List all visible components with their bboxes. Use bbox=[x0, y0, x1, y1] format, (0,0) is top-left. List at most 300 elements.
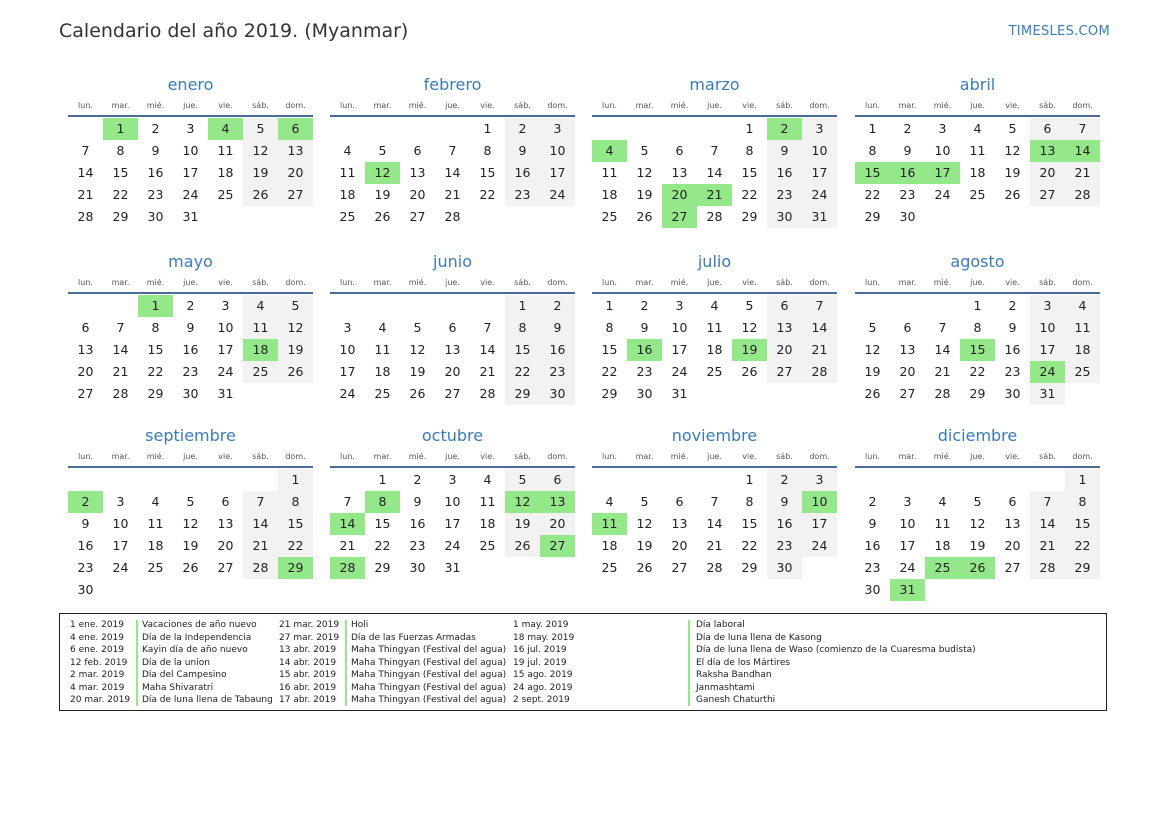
day-cell: 19 bbox=[243, 162, 278, 184]
days-grid bbox=[855, 295, 1100, 405]
holiday-date: 21 mar. 2019 bbox=[279, 620, 340, 630]
day-cell: 13 bbox=[217, 516, 234, 531]
day-cell: 18 bbox=[479, 516, 496, 531]
empty-cell bbox=[470, 295, 505, 317]
day-cell: 6 bbox=[903, 320, 912, 335]
empty-cell bbox=[855, 469, 890, 491]
day-cell: 23 bbox=[1004, 364, 1021, 379]
month-mayo bbox=[68, 251, 313, 405]
day-cell: 28 bbox=[243, 557, 278, 579]
holiday-name: Día de luna llena de Kasong bbox=[696, 632, 822, 643]
holiday-name: El día de los Mártires bbox=[696, 657, 791, 668]
weekday-label: sáb. bbox=[776, 452, 793, 461]
day-cell: 5 bbox=[640, 494, 649, 509]
month-name: julio bbox=[697, 252, 732, 271]
day-cell: 4 bbox=[973, 121, 982, 136]
weekday-label: mié. bbox=[670, 101, 689, 110]
day-cell: 20 bbox=[444, 364, 461, 379]
day-cell: 27 bbox=[1030, 184, 1065, 206]
day-cell: 17 bbox=[802, 513, 837, 535]
day-cell: 19 bbox=[505, 513, 540, 535]
weekday-label: sáb. bbox=[252, 278, 269, 287]
holiday-date: 4 mar. 2019 bbox=[70, 682, 125, 693]
weekday-label: mié. bbox=[408, 452, 427, 461]
day-cell: 29 bbox=[864, 209, 881, 224]
day-cell: 7 bbox=[116, 320, 125, 335]
holiday-name: Maha Thingyan (Festival del agua) bbox=[351, 657, 507, 668]
weekday-header bbox=[68, 276, 313, 290]
days-grid bbox=[68, 118, 313, 228]
holiday-day: 13 bbox=[540, 491, 575, 513]
day-cell: 12 bbox=[409, 342, 426, 357]
holiday-date: 12 feb. 2019 bbox=[70, 657, 128, 668]
holiday-name: Janmashtami bbox=[696, 682, 755, 693]
day-cell: 27 bbox=[278, 184, 313, 206]
day-cell: 15 bbox=[741, 165, 758, 180]
holiday-day: 16 bbox=[890, 162, 925, 184]
day-cell: 16 bbox=[864, 538, 881, 553]
day-cell: 4 bbox=[1065, 295, 1100, 317]
day-cell: 27 bbox=[409, 209, 426, 224]
day-cell: 11 bbox=[969, 143, 986, 158]
day-cell: 31 bbox=[444, 560, 461, 575]
day-cell: 14 bbox=[112, 342, 129, 357]
holiday-name-column bbox=[142, 619, 273, 707]
holiday-date: 14 abr. 2019 bbox=[279, 657, 337, 668]
day-cell: 2 bbox=[413, 472, 422, 487]
day-cell: 7 bbox=[483, 320, 492, 335]
day-cell: 16 bbox=[1004, 342, 1021, 357]
day-cell: 23 bbox=[864, 560, 881, 575]
day-cell: 20 bbox=[540, 513, 575, 535]
day-cell: 14 bbox=[77, 165, 94, 180]
day-cell: 6 bbox=[81, 320, 90, 335]
day-cell: 19 bbox=[409, 364, 426, 379]
day-cell: 27 bbox=[217, 560, 234, 575]
holiday-date: 20 mar. 2019 bbox=[70, 695, 131, 705]
day-cell: 10 bbox=[671, 320, 688, 335]
day-cell: 28 bbox=[112, 386, 129, 401]
day-cell: 8 bbox=[278, 491, 313, 513]
day-cell: 18 bbox=[339, 187, 356, 202]
days-grid bbox=[592, 469, 837, 579]
weekday-label: mar. bbox=[373, 278, 392, 287]
day-cell: 8 bbox=[605, 320, 614, 335]
day-cell: 1 bbox=[605, 298, 614, 313]
day-cell: 18 bbox=[969, 165, 986, 180]
day-cell: 23 bbox=[767, 184, 802, 206]
day-cell: 13 bbox=[77, 342, 94, 357]
weekday-header bbox=[330, 99, 575, 113]
day-cell: 3 bbox=[448, 472, 457, 487]
day-cell: 25 bbox=[969, 187, 986, 202]
day-cell: 20 bbox=[278, 162, 313, 184]
holiday-name: Día de luna llena de Waso (comienzo de la Cuaresma budista) bbox=[696, 645, 976, 655]
day-cell: 5 bbox=[505, 469, 540, 491]
day-cell: 3 bbox=[1030, 295, 1065, 317]
day-cell: 5 bbox=[186, 494, 195, 509]
day-cell: 5 bbox=[243, 118, 278, 140]
day-cell: 8 bbox=[151, 320, 160, 335]
holiday-date: 19 jul. 2019 bbox=[513, 657, 567, 668]
day-cell: 22 bbox=[969, 364, 986, 379]
weekday-label: mar. bbox=[635, 452, 654, 461]
day-cell: 26 bbox=[1004, 187, 1021, 202]
day-cell: 11 bbox=[217, 143, 234, 158]
day-cell: 11 bbox=[243, 317, 278, 339]
day-cell: 15 bbox=[505, 339, 540, 361]
days-grid bbox=[330, 469, 575, 579]
day-cell: 22 bbox=[278, 535, 313, 557]
header-divider bbox=[592, 292, 837, 294]
holiday-color-bar bbox=[345, 620, 347, 706]
day-cell: 29 bbox=[147, 386, 164, 401]
holiday-date: 2 sept. 2019 bbox=[513, 695, 570, 705]
weekday-label: mié. bbox=[408, 278, 427, 287]
month-octubre bbox=[330, 425, 575, 579]
day-cell: 3 bbox=[938, 121, 947, 136]
day-cell: 7 bbox=[448, 143, 457, 158]
day-cell: 18 bbox=[147, 538, 164, 553]
weekday-label: dom. bbox=[285, 101, 306, 110]
holiday-day: 16 bbox=[627, 339, 662, 361]
holiday-day: 29 bbox=[278, 557, 313, 579]
day-cell: 4 bbox=[243, 295, 278, 317]
holiday-name: Día de la union bbox=[142, 657, 210, 668]
weekday-label: mar. bbox=[898, 452, 917, 461]
weekday-label: lun. bbox=[78, 278, 93, 287]
holiday-date: 16 jul. 2019 bbox=[513, 645, 567, 655]
day-cell: 9 bbox=[505, 140, 540, 162]
weekday-label: dom. bbox=[285, 452, 306, 461]
header-divider bbox=[68, 466, 313, 468]
weekday-label: lun. bbox=[602, 278, 617, 287]
day-cell: 10 bbox=[112, 516, 129, 531]
holiday-day: 19 bbox=[732, 339, 767, 361]
day-cell: 31 bbox=[671, 386, 688, 401]
holiday-name: Día laboral bbox=[696, 620, 745, 630]
empty-cell bbox=[103, 469, 138, 491]
holiday-date: 15 abr. 2019 bbox=[279, 670, 337, 680]
day-cell: 15 bbox=[278, 513, 313, 535]
day-cell: 11 bbox=[374, 342, 391, 357]
day-cell: 9 bbox=[1008, 320, 1017, 335]
day-cell: 10 bbox=[540, 140, 575, 162]
weekday-label: sáb. bbox=[776, 278, 793, 287]
day-cell: 26 bbox=[636, 560, 653, 575]
day-cell: 18 bbox=[374, 364, 391, 379]
day-cell: 8 bbox=[1065, 491, 1100, 513]
day-cell: 30 bbox=[864, 582, 881, 597]
weekday-label: dom. bbox=[809, 278, 830, 287]
weekday-label: lun. bbox=[865, 101, 880, 110]
holiday-name: Maha Thingyan (Festival del agua) bbox=[351, 670, 507, 680]
empty-cell bbox=[68, 118, 103, 140]
day-cell: 16 bbox=[77, 538, 94, 553]
header-divider bbox=[68, 115, 313, 117]
day-cell: 20 bbox=[77, 364, 94, 379]
days-grid bbox=[855, 469, 1100, 601]
day-cell: 19 bbox=[864, 364, 881, 379]
empty-cell bbox=[925, 469, 960, 491]
weekday-label: mar. bbox=[111, 278, 130, 287]
day-cell: 18 bbox=[706, 342, 723, 357]
day-cell: 27 bbox=[671, 560, 688, 575]
day-cell: 19 bbox=[636, 538, 653, 553]
day-cell: 30 bbox=[147, 209, 164, 224]
day-cell: 10 bbox=[339, 342, 356, 357]
empty-cell bbox=[365, 118, 400, 140]
day-cell: 15 bbox=[1065, 513, 1100, 535]
day-cell: 12 bbox=[741, 320, 758, 335]
day-cell: 10 bbox=[182, 143, 199, 158]
day-cell: 4 bbox=[710, 298, 719, 313]
holiday-day: 12 bbox=[505, 491, 540, 513]
weekday-label: mar. bbox=[373, 452, 392, 461]
day-cell: 6 bbox=[1030, 118, 1065, 140]
weekday-label: jue. bbox=[707, 101, 722, 110]
day-cell: 13 bbox=[899, 342, 916, 357]
day-cell: 15 bbox=[112, 165, 129, 180]
weekday-header bbox=[330, 276, 575, 290]
day-cell: 22 bbox=[741, 187, 758, 202]
weekday-label: lun. bbox=[340, 278, 355, 287]
holiday-name: Raksha Bandhan bbox=[696, 670, 772, 680]
holiday-day: 18 bbox=[243, 339, 278, 361]
empty-cell bbox=[435, 118, 470, 140]
weekday-label: mié. bbox=[670, 452, 689, 461]
weekday-label: jue. bbox=[707, 278, 722, 287]
day-cell: 13 bbox=[278, 140, 313, 162]
day-cell: 4 bbox=[605, 494, 614, 509]
day-cell: 13 bbox=[1004, 516, 1021, 531]
holiday-color-bar bbox=[136, 620, 138, 706]
day-cell: 25 bbox=[339, 209, 356, 224]
day-cell: 10 bbox=[1030, 317, 1065, 339]
day-cell: 4 bbox=[151, 494, 160, 509]
empty-cell bbox=[592, 469, 627, 491]
day-cell: 9 bbox=[767, 140, 802, 162]
day-cell: 16 bbox=[540, 339, 575, 361]
month-name: abril bbox=[959, 75, 996, 94]
day-cell: 8 bbox=[745, 494, 754, 509]
weekday-label: mié. bbox=[933, 278, 952, 287]
holiday-name: Kayin día de año nuevo bbox=[142, 645, 248, 655]
day-cell: 4 bbox=[938, 494, 947, 509]
empty-cell bbox=[627, 118, 662, 140]
month-febrero bbox=[330, 74, 575, 228]
holiday-day: 17 bbox=[925, 162, 960, 184]
day-cell: 17 bbox=[217, 342, 234, 357]
header-divider bbox=[330, 292, 575, 294]
empty-cell bbox=[592, 118, 627, 140]
month-name: agosto bbox=[950, 252, 1005, 271]
day-cell: 9 bbox=[81, 516, 90, 531]
empty-cell bbox=[960, 469, 995, 491]
holiday-day: 24 bbox=[1030, 361, 1065, 383]
day-cell: 6 bbox=[540, 469, 575, 491]
holiday-day: 1 bbox=[103, 118, 138, 140]
day-cell: 30 bbox=[899, 209, 916, 224]
holiday-date: 16 abr. 2019 bbox=[279, 682, 337, 693]
day-cell: 28 bbox=[479, 386, 496, 401]
day-cell: 3 bbox=[116, 494, 125, 509]
weekday-label: vie. bbox=[480, 278, 495, 287]
day-cell: 29 bbox=[969, 386, 986, 401]
weekday-label: vie. bbox=[1005, 452, 1020, 461]
day-cell: 5 bbox=[745, 298, 754, 313]
holiday-date: 2 mar. 2019 bbox=[70, 670, 125, 680]
day-cell: 7 bbox=[243, 491, 278, 513]
day-cell: 2 bbox=[640, 298, 649, 313]
holiday-day: 12 bbox=[365, 162, 400, 184]
day-cell: 30 bbox=[77, 582, 94, 597]
empty-cell bbox=[68, 295, 103, 317]
day-cell: 24 bbox=[802, 184, 837, 206]
day-cell: 23 bbox=[77, 560, 94, 575]
holiday-name: Día del Campesino bbox=[142, 670, 227, 680]
day-cell: 17 bbox=[671, 342, 688, 357]
day-cell: 21 bbox=[1065, 162, 1100, 184]
day-cell: 28 bbox=[77, 209, 94, 224]
weekday-label: dom. bbox=[547, 101, 568, 110]
month-marzo bbox=[592, 74, 837, 228]
holiday-date: 24 ago. 2019 bbox=[513, 682, 573, 693]
empty-cell bbox=[330, 295, 365, 317]
weekday-label: vie. bbox=[218, 101, 233, 110]
weekday-label: mar. bbox=[111, 101, 130, 110]
weekday-label: vie. bbox=[742, 278, 757, 287]
day-cell: 29 bbox=[112, 209, 129, 224]
weekday-label: mar. bbox=[373, 101, 392, 110]
day-cell: 16 bbox=[409, 516, 426, 531]
empty-cell bbox=[330, 469, 365, 491]
day-cell: 1 bbox=[868, 121, 877, 136]
weekday-label: mar. bbox=[111, 452, 130, 461]
month-name: diciembre bbox=[937, 426, 1018, 445]
day-cell: 24 bbox=[540, 184, 575, 206]
day-cell: 16 bbox=[182, 342, 199, 357]
day-cell: 27 bbox=[1004, 560, 1021, 575]
weekday-label: dom. bbox=[547, 278, 568, 287]
holiday-name-column bbox=[351, 619, 506, 707]
weekday-label: lun. bbox=[340, 452, 355, 461]
day-cell: 18 bbox=[601, 187, 618, 202]
day-cell: 14 bbox=[934, 342, 951, 357]
day-cell: 3 bbox=[802, 118, 837, 140]
day-cell: 8 bbox=[505, 317, 540, 339]
day-cell: 10 bbox=[217, 320, 234, 335]
day-cell: 26 bbox=[636, 209, 653, 224]
empty-cell bbox=[243, 469, 278, 491]
weekday-label: mié. bbox=[933, 452, 952, 461]
holiday-day: 2 bbox=[767, 118, 802, 140]
day-cell: 16 bbox=[767, 513, 802, 535]
day-cell: 2 bbox=[903, 121, 912, 136]
day-cell: 14 bbox=[1030, 513, 1065, 535]
holiday-name: Maha Shivaratri bbox=[142, 682, 214, 693]
day-cell: 22 bbox=[374, 538, 391, 553]
day-cell: 3 bbox=[903, 494, 912, 509]
day-cell: 12 bbox=[636, 516, 653, 531]
day-cell: 8 bbox=[745, 143, 754, 158]
day-cell: 8 bbox=[483, 143, 492, 158]
day-cell: 12 bbox=[636, 165, 653, 180]
empty-cell bbox=[400, 118, 435, 140]
holiday-day: 15 bbox=[855, 162, 890, 184]
day-cell: 22 bbox=[1065, 535, 1100, 557]
day-cell: 23 bbox=[767, 535, 802, 557]
day-cell: 14 bbox=[444, 165, 461, 180]
day-cell: 7 bbox=[81, 143, 90, 158]
brand-link[interactable]: TIMESLES.COM bbox=[1008, 24, 1110, 39]
day-cell: 4 bbox=[343, 143, 352, 158]
holiday-date: 15 ago. 2019 bbox=[513, 670, 573, 680]
days-grid bbox=[855, 118, 1100, 228]
weekday-label: jue. bbox=[445, 452, 460, 461]
holiday-day: 15 bbox=[960, 339, 995, 361]
holiday-date-column bbox=[70, 619, 130, 707]
day-cell: 20 bbox=[409, 187, 426, 202]
weekday-label: vie. bbox=[742, 452, 757, 461]
empty-cell bbox=[662, 469, 697, 491]
day-cell: 26 bbox=[278, 361, 313, 383]
holiday-day: 1 bbox=[138, 295, 173, 317]
day-cell: 2 bbox=[186, 298, 195, 313]
day-cell: 22 bbox=[741, 538, 758, 553]
header-divider bbox=[68, 292, 313, 294]
month-name: febrero bbox=[423, 75, 482, 94]
holiday-name: Ganesh Chaturthi bbox=[696, 695, 776, 705]
empty-cell bbox=[697, 469, 732, 491]
day-cell: 6 bbox=[767, 295, 802, 317]
day-cell: 20 bbox=[767, 339, 802, 361]
day-cell: 2 bbox=[540, 295, 575, 317]
day-cell: 31 bbox=[182, 209, 199, 224]
day-cell: 9 bbox=[540, 317, 575, 339]
empty-cell bbox=[68, 469, 103, 491]
day-cell: 5 bbox=[973, 494, 982, 509]
day-cell: 6 bbox=[1008, 494, 1017, 509]
empty-cell bbox=[697, 118, 732, 140]
weekday-label: vie. bbox=[742, 101, 757, 110]
day-cell: 7 bbox=[1030, 491, 1065, 513]
empty-cell bbox=[173, 469, 208, 491]
day-cell: 26 bbox=[741, 364, 758, 379]
day-cell: 24 bbox=[934, 187, 951, 202]
holiday-name: Día de luna llena de Tabaung bbox=[142, 695, 273, 705]
day-cell: 28 bbox=[934, 386, 951, 401]
empty-cell bbox=[662, 118, 697, 140]
day-cell: 22 bbox=[147, 364, 164, 379]
day-cell: 28 bbox=[706, 209, 723, 224]
holiday-date-column bbox=[279, 619, 339, 707]
holiday-date: 1 ene. 2019 bbox=[70, 620, 124, 630]
days-grid bbox=[68, 469, 313, 601]
day-cell: 15 bbox=[147, 342, 164, 357]
day-cell: 5 bbox=[1008, 121, 1017, 136]
day-cell: 28 bbox=[1065, 184, 1100, 206]
day-cell: 27 bbox=[767, 361, 802, 383]
day-cell: 11 bbox=[339, 165, 356, 180]
weekday-label: lun. bbox=[865, 452, 880, 461]
holiday-date: 1 may. 2019 bbox=[513, 620, 569, 630]
day-cell: 13 bbox=[409, 165, 426, 180]
header-divider bbox=[592, 115, 837, 117]
day-cell: 3 bbox=[343, 320, 352, 335]
day-cell: 18 bbox=[934, 538, 951, 553]
day-cell: 25 bbox=[243, 361, 278, 383]
